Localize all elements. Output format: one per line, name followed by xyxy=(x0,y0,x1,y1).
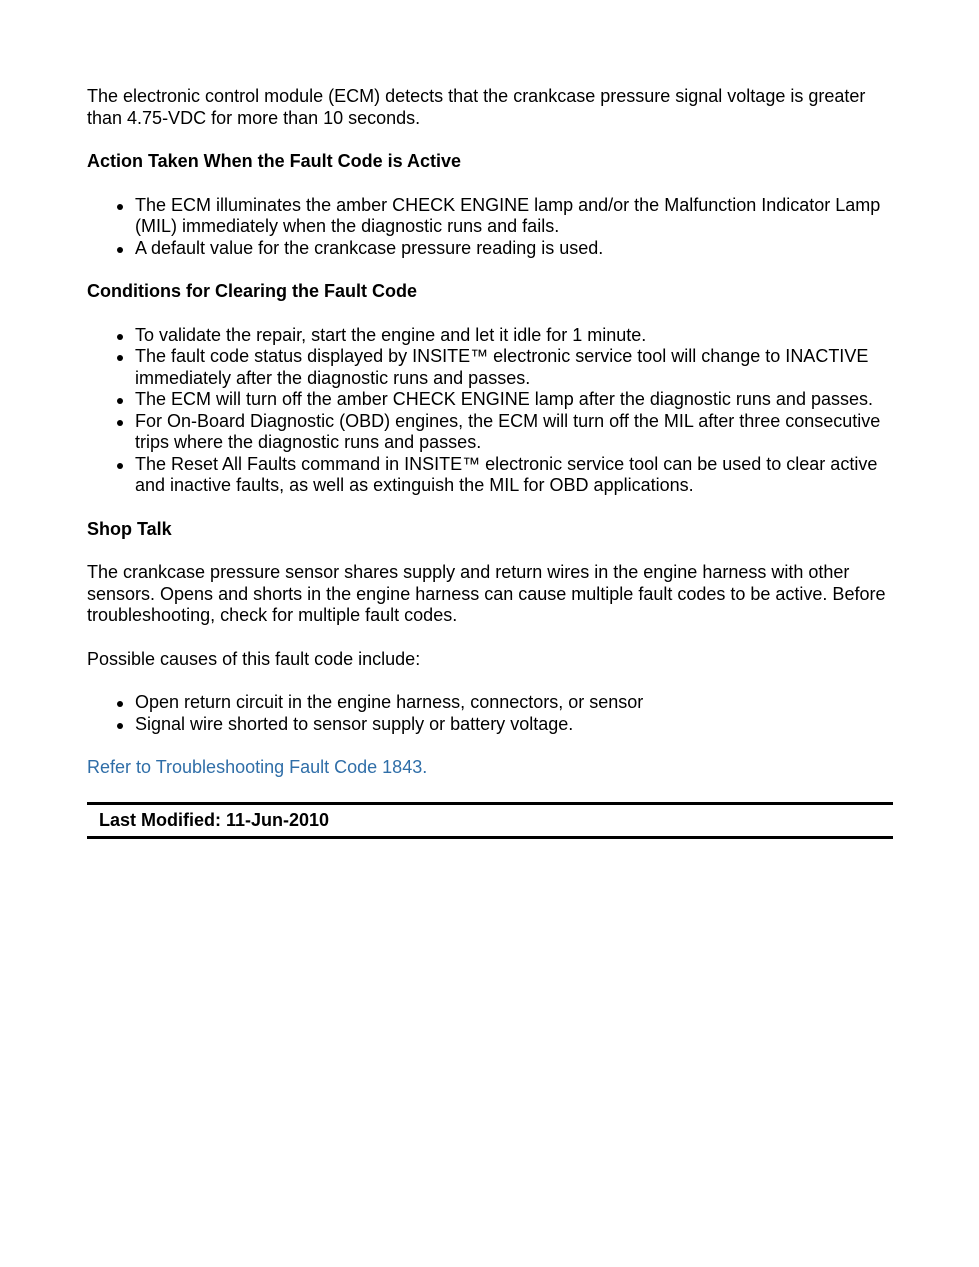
list-item: The fault code status displayed by INSITE™ electronic service tool will change to INACTIVE immediately after the diagnostic runs and passes. xyxy=(135,346,893,389)
list-item: The ECM will turn off the amber CHECK ENGINE lamp after the diagnostic runs and passes. xyxy=(135,389,893,411)
conditions-list xyxy=(87,325,893,497)
last-modified-bar xyxy=(87,802,893,840)
action-list xyxy=(87,195,893,260)
causes-intro: Possible causes of this fault code include: xyxy=(87,648,421,669)
conditions-heading: Conditions for Clearing the Fault Code xyxy=(87,281,417,301)
causes-list xyxy=(87,692,893,735)
shop-talk-paragraph: The crankcase pressure sensor shares supply and return wires in the engine harness with other sensors. Opens and shorts in the engine harness can cause multiple fault codes to be active. Before troubleshooting, check for multiple fault codes. xyxy=(87,562,886,625)
refer-troubleshooting-link[interactable]: Refer to Troubleshooting Fault Code 1843. xyxy=(87,757,428,777)
list-item: Signal wire shorted to sensor supply or battery voltage. xyxy=(135,714,893,736)
intro-paragraph: The electronic control module (ECM) detects that the crankcase pressure signal voltage is greater than 4.75-VDC for more than 10 seconds. xyxy=(87,86,866,128)
list-item: The Reset All Faults command in INSITE™ electronic service tool can be used to clear active and inactive faults, as well as extinguish the MIL for OBD applications. xyxy=(135,454,893,497)
list-item: For On-Board Diagnostic (OBD) engines, the ECM will turn off the MIL after three consecutive trips where the diagnostic runs and passes. xyxy=(135,411,893,454)
list-item: To validate the repair, start the engine and let it idle for 1 minute. xyxy=(135,325,893,347)
shop-talk-heading: Shop Talk xyxy=(87,518,172,539)
list-item: A default value for the crankcase pressure reading is used. xyxy=(135,238,893,260)
last-modified-text: Last Modified: 11-Jun-2010 xyxy=(99,809,330,830)
action-heading: Action Taken When the Fault Code is Active xyxy=(87,151,462,171)
list-item: Open return circuit in the engine harness, connectors, or sensor xyxy=(135,692,893,714)
list-item: The ECM illuminates the amber CHECK ENGINE lamp and/or the Malfunction Indicator Lamp (MIL) immediately when the diagnostic runs and fails. xyxy=(135,195,893,238)
